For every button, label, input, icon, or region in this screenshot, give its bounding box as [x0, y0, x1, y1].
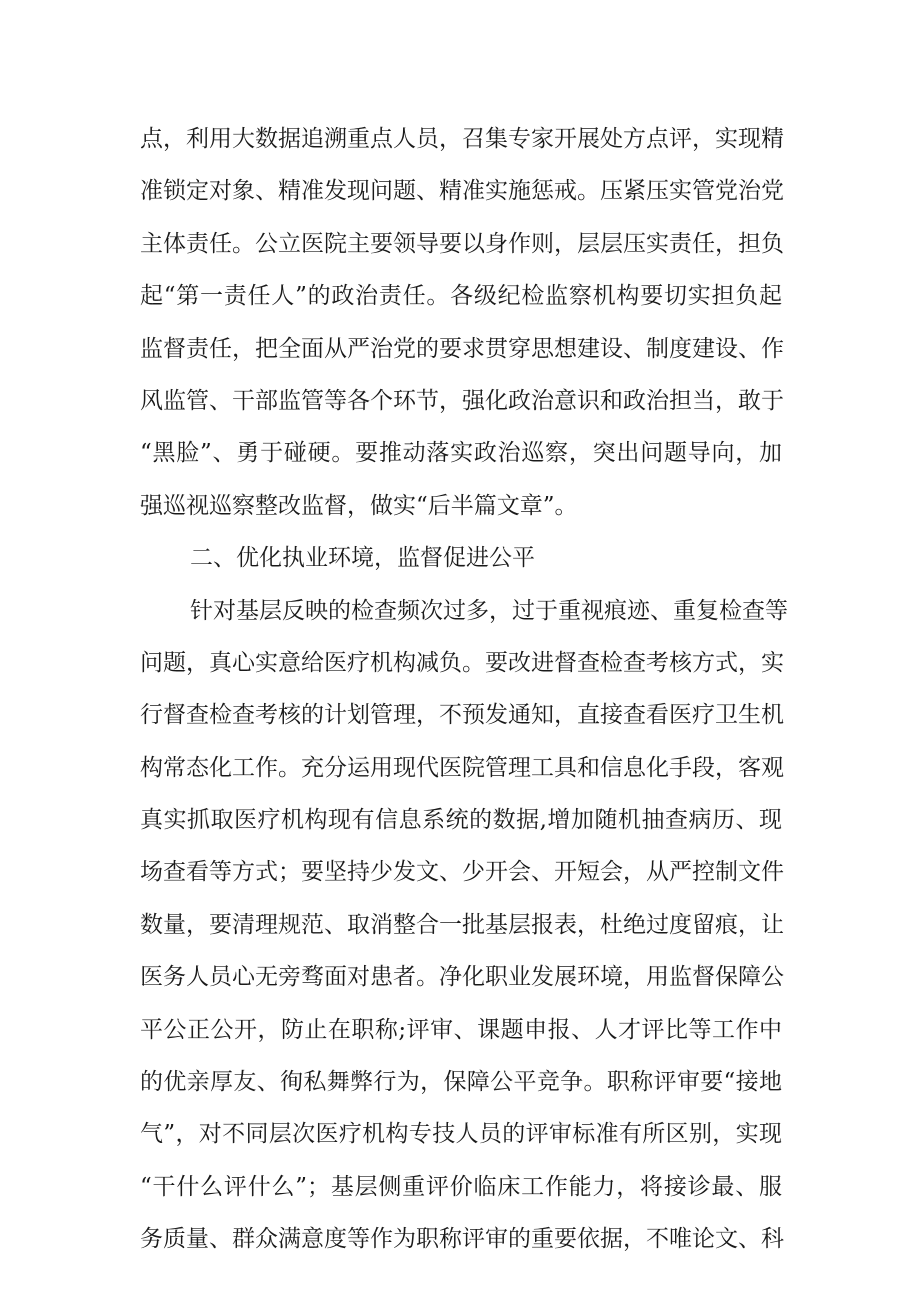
paragraph-2-line: 气”，对不同层次医疗机构专技人员的评审标准有所区别，实现: [140, 1121, 782, 1148]
paragraph-2-line: 的优亲厚友、徇私舞弊行为，保障公平竞争。职称评审要“接地: [140, 1069, 782, 1096]
paragraph-1-line: 起“第一责任人”的政治责任。各级纪检监察机构要切实担负起: [140, 283, 782, 310]
paragraph-2-line: 场查看等方式；要坚持少发文、少开会、开短会，从严控制文件: [140, 859, 784, 886]
paragraph-1-line: 点，利用大数据追溯重点人员，召集专家开展处方点评，实现精: [140, 126, 784, 152]
paragraph-2-line: 问题，真心实意给医疗机构减负。要改进督查检查考核方式，实: [140, 649, 784, 676]
paragraph-2-line: 医务人员心无旁骛面对患者。净化职业发展环境，用监督保障公: [140, 964, 784, 991]
body-text: [140, 113, 788, 1266]
paragraph-2: [140, 585, 788, 1266]
paragraph-1-line: 强巡视巡察整改监督，做实“后半篇文章”。: [140, 492, 578, 519]
paragraph-1-line: 主体责任。公立医院主要领导要以身作则，层层压实责任，担负: [140, 230, 784, 257]
paragraph-2-line: 务质量、群众满意度等作为职称评审的重要依据，不唯论文、科: [140, 1226, 784, 1253]
paragraph-2-line: 针对基层反映的检查频次过多，过于重视痕迹、重复检查等: [190, 597, 788, 624]
paragraph-2-line: 真实抓取医疗机构现有信息系统的数据,增加随机抽查病历、现: [140, 807, 782, 834]
paragraph-1: [140, 113, 782, 532]
paragraph-1-line: 监督责任，把全面从严治党的要求贯穿思想建设、制度建设、作: [140, 335, 784, 362]
paragraph-2-line: 行督查检查考核的计划管理，不预发通知，直接查看医疗卫生机: [140, 702, 784, 729]
paragraph-1-line: 风监管、干部监管等各个环节，强化政治意识和政治担当，敢于: [140, 387, 784, 414]
paragraph-1-line: 准锁定对象、精准发现问题、精准实施惩戒。压紧压实管党治党: [140, 178, 784, 205]
paragraph-1-line: “黑脸”、勇于碰硬。要推动落实政治巡察，突出问题导向，加: [140, 440, 782, 467]
paragraph-2-line: 平公正公开，防止在职称;评审、课题申报、人才评比等工作中: [140, 1016, 782, 1043]
paragraph-2-line: 数量，要清理规范、取消整合一批基层报表，杜绝过度留痕，让: [140, 911, 784, 938]
paragraph-2-line: 构常态化工作。充分运用现代医院管理工具和信息化手段，客观: [140, 754, 784, 781]
section-heading: 二、优化执业环境，监督促进公平: [190, 545, 535, 572]
paragraph-2-line: “干什么评什么”；基层侧重评价临床工作能力，将接诊最、服: [140, 1173, 782, 1200]
